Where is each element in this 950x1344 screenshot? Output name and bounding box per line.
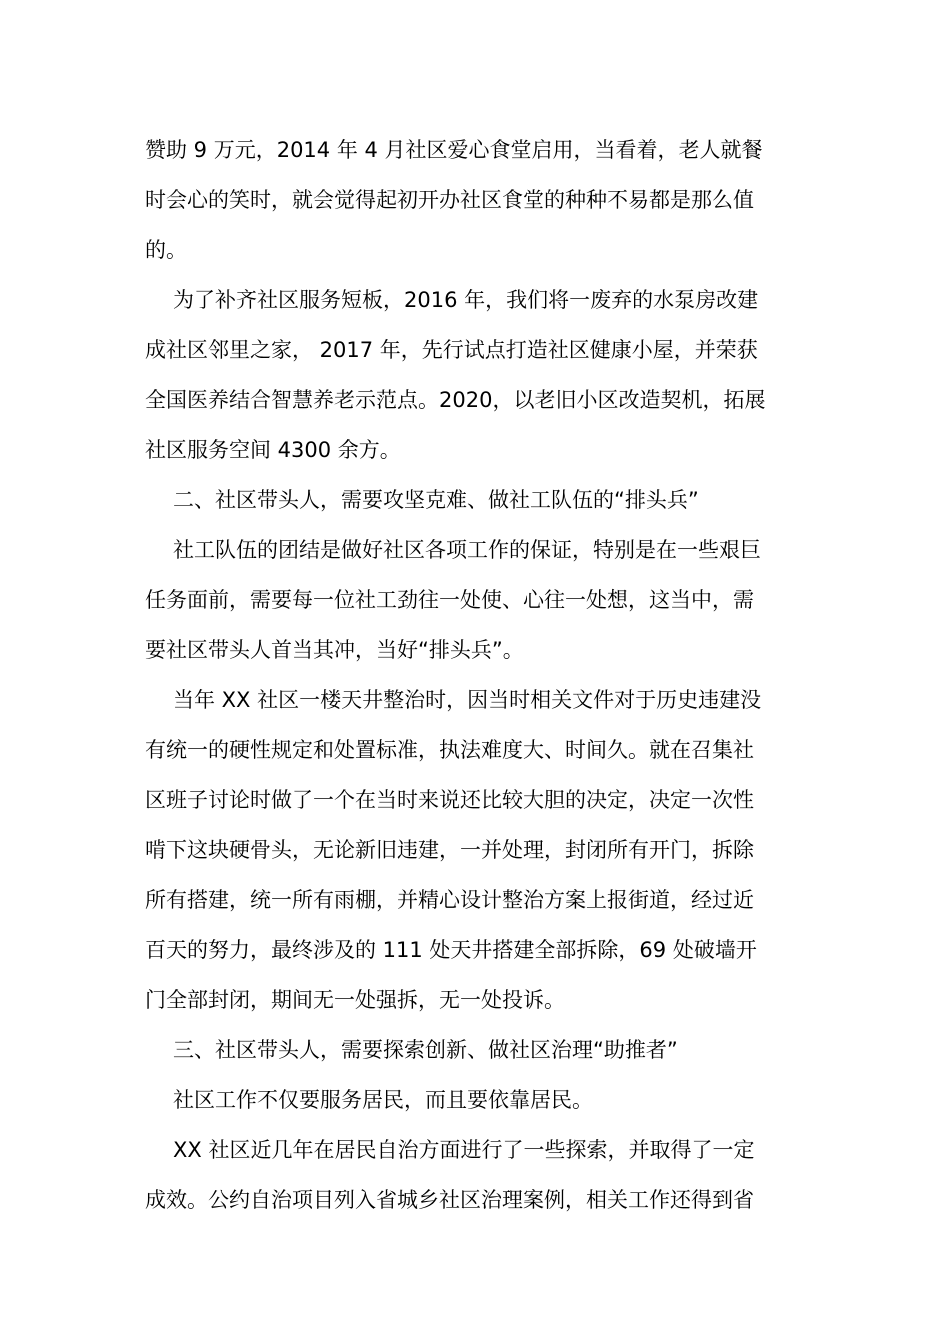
text-line: 赞助 9 万元，2014 年 4 月社区爱心食堂启用，当看着，老人就餐: [145, 138, 763, 162]
text-line: 社区服务空间 4300 余方。: [145, 438, 401, 462]
paragraph-start-line: 社区工作不仅要服务居民，而且要依靠居民。: [173, 1088, 593, 1112]
text-line: 任务面前，需要每一位社工劲往一处使、心往一处想，这当中，需: [145, 588, 754, 612]
text-line: 门全部封闭，期间无一处强拆，无一处投诉。: [145, 988, 565, 1012]
paragraph-start-line: XX 社区近几年在居民自治方面进行了一些探索，并取得了一定: [173, 1138, 755, 1162]
paragraph-start-line: 当年 XX 社区一楼天井整治时，因当时相关文件对于历史违建没: [173, 688, 762, 712]
text-line: 成社区邻里之家， 2017 年，先行试点打造社区健康小屋，并荣获: [145, 338, 758, 362]
text-line: 全国医养结合智慧养老示范点。2020，以老旧小区改造契机，拓展: [145, 388, 766, 412]
text-line: 时会心的笑时，就会觉得起初开办社区食堂的种种不易都是那么值: [145, 188, 754, 212]
paragraph-start-line: 社工队伍的团结是做好社区各项工作的保证，特别是在一些艰巨: [173, 538, 761, 562]
text-line: 区班子讨论时做了一个在当时来说还比较大胆的决定，决定一次性: [145, 788, 754, 812]
document-body: [145, 127, 809, 1227]
text-line: 啃下这块硬骨头，无论新旧违建，一并处理，封闭所有开门，拆除: [145, 838, 754, 862]
section-heading: 三、社区带头人，需要探索创新、做社区治理“助推者”: [173, 1038, 678, 1062]
text-line: 的。: [145, 238, 187, 262]
text-line: 有统一的硬性规定和处置标准，执法难度大、时间久。就在召集社: [145, 738, 754, 762]
text-line: 要社区带头人首当其冲，当好“排头兵”。: [145, 638, 524, 662]
text-line: 所有搭建，统一所有雨棚，并精心设计整治方案上报街道，经过近: [145, 888, 754, 912]
text-line: 成效。公约自治项目列入省城乡社区治理案例，相关工作还得到省: [145, 1188, 754, 1212]
text-line: 百天的努力，最终涉及的 111 处天井搭建全部拆除，69 处破墙开: [145, 938, 757, 962]
paragraph-start-line: 为了补齐社区服务短板，2016 年，我们将一废弃的水泵房改建: [173, 288, 759, 312]
section-heading: 二、社区带头人，需要攻坚克难、做社工队伍的“排头兵”: [173, 488, 699, 512]
